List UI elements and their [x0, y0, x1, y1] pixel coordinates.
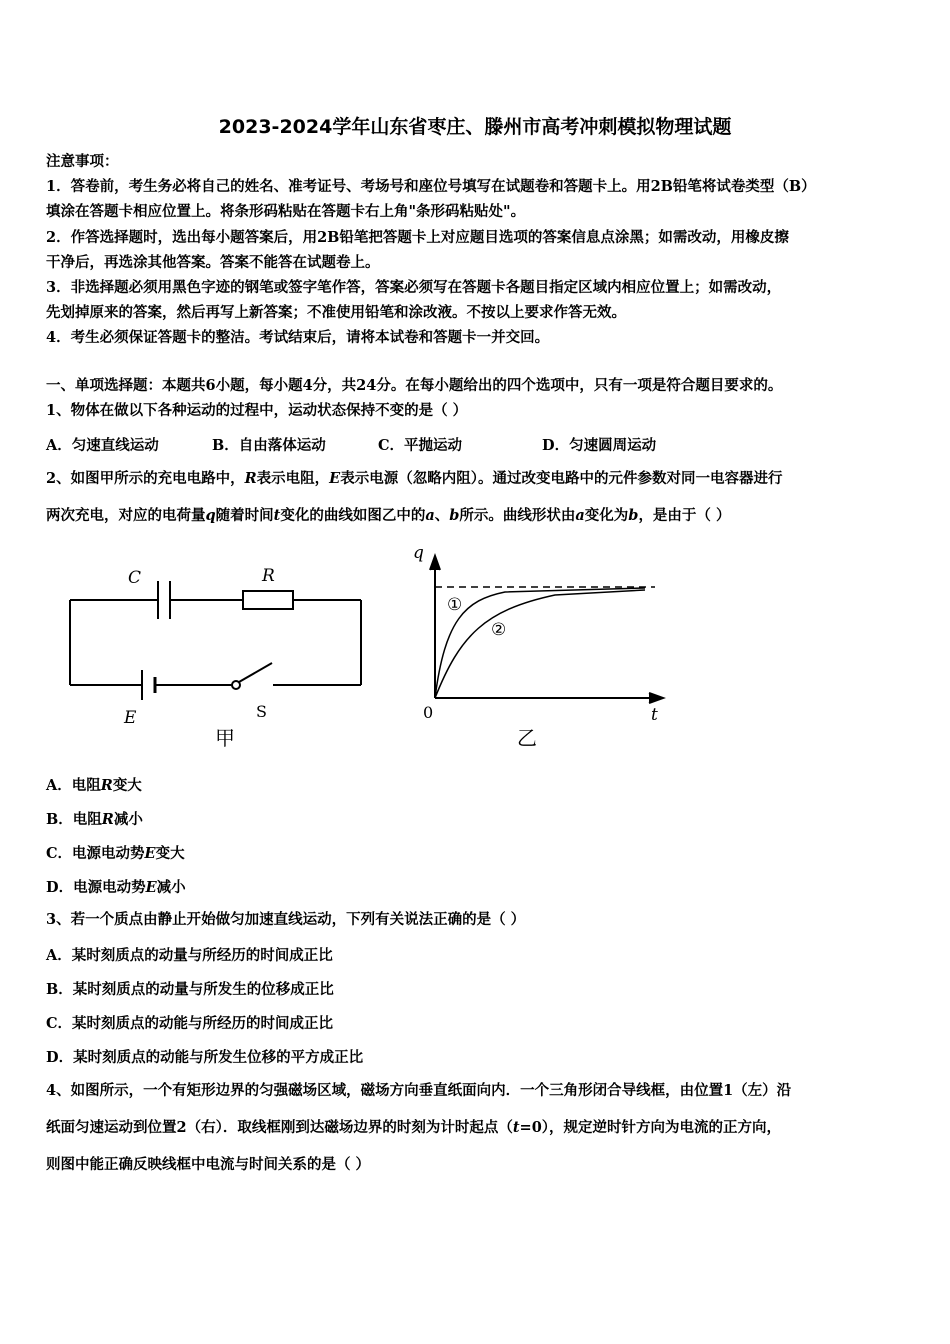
capacitor-label: C	[128, 568, 142, 588]
t-axis-arrow	[649, 693, 663, 703]
q1-option-c: C．平抛运动	[378, 437, 463, 454]
notice-line: 3．非选择题必须用黑色字迹的钢笔或签字笔作答，答案必须写在答题卡各题目指定区域内相应位置上；如需改动，	[46, 279, 782, 296]
q3-option-b: B．某时刻质点的动量与所发生的位移成正比	[46, 981, 334, 998]
notice-line: 2．作答选择题时，选出每小题答案后，用2B铅笔把答题卡上对应题目选项的答案信息点涂黑；如需改动，用橡皮擦	[46, 229, 789, 246]
t-axis-label: t	[651, 705, 658, 725]
switch-blade	[239, 663, 272, 682]
q3-option-d: D．某时刻质点的动能与所发生位移的平方成正比	[46, 1049, 364, 1066]
q1-stem: 1、物体在做以下各种运动的过程中，运动状态保持不变的是（ ）	[46, 402, 468, 419]
q2-option-d: D．电源电动势E减小	[46, 879, 186, 896]
notice-line: 1．答卷前，考生务必将自己的姓名、准考证号、考场号和座位号填写在试题卷和答题卡上。用2B铅笔将试卷类型（B）	[46, 178, 816, 195]
curve-2	[435, 590, 645, 698]
q1-option-d: D．匀速圆周运动	[542, 437, 657, 454]
q3-stem: 3、若一个质点由静止开始做匀加速直线运动，下列有关说法正确的是（ ）	[46, 911, 526, 928]
q1-option-a: A．匀速直线运动	[46, 437, 159, 454]
notice-line: 干净后，再选涂其他答案。答案不能答在试题卷上。	[46, 254, 380, 271]
charge-time-graph	[405, 540, 670, 750]
switch-pivot	[232, 681, 240, 689]
notice-line: 先划掉原来的答案，然后再写上新答案；不准使用铅笔和涂改液。不按以上要求作答无效。	[46, 304, 626, 321]
notice-heading: 注意事项：	[46, 153, 119, 170]
curve-2-label: ②	[491, 620, 507, 640]
circuit-diagram	[60, 555, 380, 755]
q3-option-a: A．某时刻质点的动量与所经历的时间成正比	[46, 947, 333, 964]
figure-caption-jia: 甲	[215, 726, 235, 750]
figure-caption-yi: 乙	[517, 726, 537, 750]
curve-1-label: ①	[447, 595, 463, 615]
curve-1	[435, 588, 645, 698]
q2-option-c: C．电源电动势E变大	[46, 845, 185, 862]
q2-option-a: A．电阻R变大	[46, 777, 142, 794]
notice-line: 填涂在答题卡相应位置上。将条形码粘贴在答题卡右上角"条形码粘贴处"。	[46, 203, 526, 220]
resistor	[243, 591, 293, 609]
q2-stem-line2: 两次充电，对应的电荷量q随着时间t变化的曲线如图乙中的a、b所示。曲线形状由a变化为b，是由于（ ）	[46, 507, 731, 524]
q4-stem-line3: 则图中能正确反映线框中电流与时间关系的是（ ）	[46, 1156, 371, 1173]
origin-label: 0	[423, 703, 434, 722]
emf-label: E	[124, 708, 137, 728]
q-axis-arrow	[430, 556, 440, 570]
q2-option-b: B．电阻R减小	[46, 811, 143, 828]
q-axis-label: q	[413, 543, 424, 563]
exam-title: 2023-2024学年山东省枣庄、滕州市高考冲刺模拟物理试题	[218, 116, 732, 138]
q4-stem-line2: 纸面匀速运动到位置2（右）．取线框刚到达磁场边界的时刻为计时起点（t=0），规定逆时针方向为电流的正方向，	[46, 1119, 782, 1136]
q3-option-c: C．某时刻质点的动能与所经历的时间成正比	[46, 1015, 334, 1032]
q4-stem-line1: 4、如图所示，一个有矩形边界的匀强磁场区域，磁场方向垂直纸面向内．一个三角形闭合导线框，由位置1（左）沿	[46, 1082, 792, 1099]
resistor-label: R	[262, 566, 275, 586]
notice-line: 4．考生必须保证答题卡的整洁。考试结束后，请将本试卷和答题卡一并交回。	[46, 329, 550, 346]
q1-option-b: B．自由落体运动	[212, 437, 326, 454]
section-heading: 一、单项选择题：本题共6小题，每小题4分，共24分。在每小题给出的四个选项中，只有一项是符合题目要求的。	[46, 377, 783, 394]
q2-stem-line1: 2、如图甲所示的充电电路中，R表示电阻，E表示电源（忽略内阻）。通过改变电路中的元件参数对同一电容器进行	[46, 470, 783, 487]
switch-label: S	[256, 702, 267, 721]
